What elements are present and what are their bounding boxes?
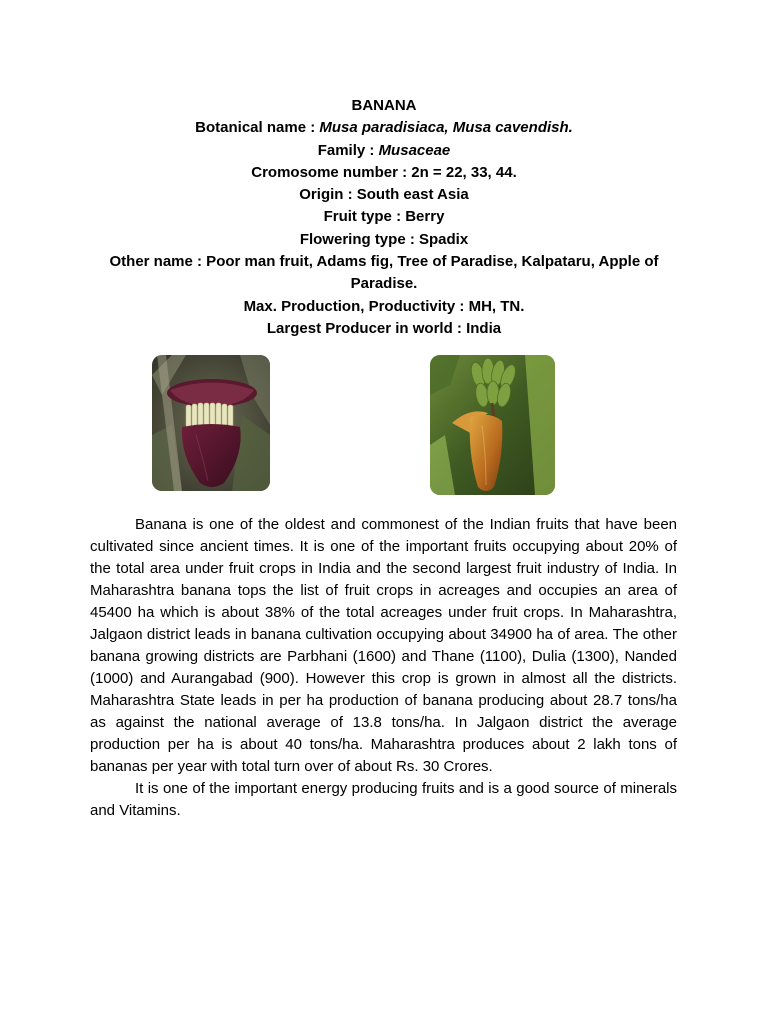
family-line [90, 140, 678, 162]
botanical-name-value: Musa paradisiaca, Musa cavendish. [319, 119, 573, 137]
chromosome-number-line: Cromosome number : 2n = 22, 33, 44. [251, 163, 517, 181]
photo-row [0, 355, 768, 495]
body-paragraph-2: It is one of the important energy producing fruits and is a good source of minerals and Vitamins. [90, 780, 677, 819]
botanical-name-line [90, 117, 678, 139]
flowering-type-line: Flowering type : Spadix [299, 230, 469, 248]
other-name-line-2: Paradise. [350, 275, 418, 293]
largest-producer-line: Largest Producer in world : India [266, 319, 502, 337]
banana-flower-photo [152, 355, 270, 491]
max-production-line: Max. Production, Productivity : MH, TN. [243, 297, 525, 315]
body-text [90, 514, 677, 822]
document-title: BANANA [351, 97, 417, 114]
fruit-type-line: Fruit type : Berry [323, 208, 445, 226]
document-header [90, 95, 678, 340]
family-value: Musaceae [378, 141, 451, 159]
origin-line: Origin : South east Asia [299, 186, 469, 204]
banana-bunch-photo [430, 355, 555, 495]
botanical-name-label: Botanical name : [195, 119, 320, 137]
other-name-line-1: Other name : Poor man fruit, Adams fig, Tree of Paradise, Kalpataru, Apple of [109, 253, 659, 271]
body-paragraph-1: Banana is one of the oldest and commonest of the Indian fruits that have been cultivated since ancient times. It is one of the important fruits occupying about 20% of the total area under fruit crops in India and the second largest fruit industry of India. In Maharashtra banana tops the list of fruit crops in acreages and occupies an area of 45400 ha which is about 38% of the total acreages under fruit crops. In Maharashtra, Jalgaon district leads in banana cultivation occupying about 34900 ha of area. The other banana growing districts are Parbhani (1600) and Thane (1100), Dulia (1300), Nanded (1000) and Aurangabad (900). However this crop is grown in almost all the districts. Maharashtra State leads in per ha production of banana producing about 28.7 tons/ha as against the national average of 13.8 tons/ha. In Jalgaon district the average production per ha is about 40 tons/ha. Maharashtra produces about 2 lakh tons of bananas per year with total turn over of about Rs. 30 Crores. [90, 516, 677, 775]
family-label: Family : [317, 141, 379, 159]
